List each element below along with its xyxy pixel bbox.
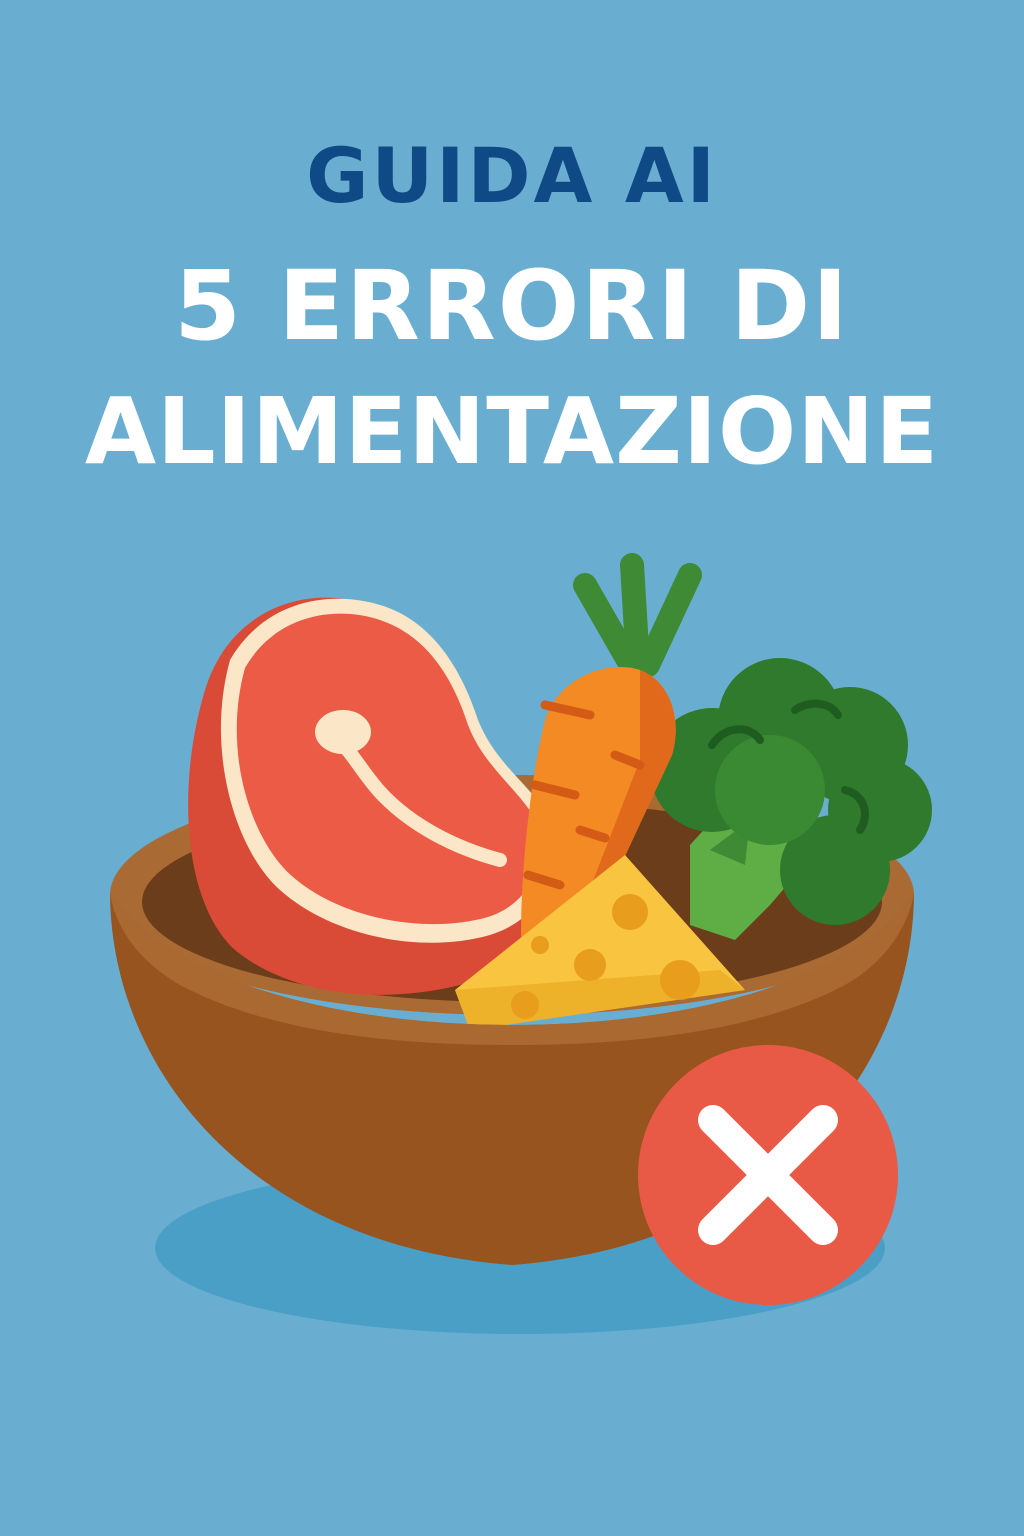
steak-icon — [188, 598, 563, 995]
carrot-leaves — [585, 565, 690, 665]
title-line-2: ALIMENTAZIONE — [84, 378, 940, 485]
food-bowl-illustration — [0, 520, 1024, 1420]
guide-kicker: GUIDA AI — [306, 131, 718, 220]
error-x-icon — [638, 1045, 898, 1305]
title-line-1: 5 ERRORI DI — [174, 250, 850, 362]
